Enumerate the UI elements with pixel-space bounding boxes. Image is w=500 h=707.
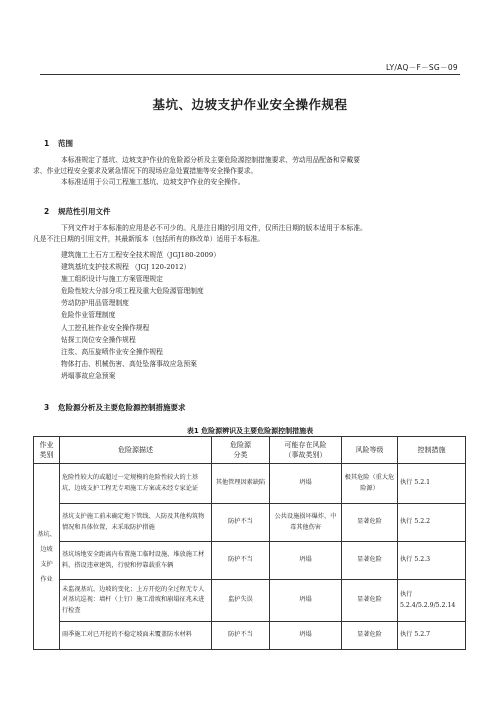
scope-text-line: 求、作业过程安全要求及紧急情况下的现场应急处置措施等安全操作要求。: [33, 167, 258, 175]
reference-item: 坍塌事故应急预案: [61, 371, 116, 380]
category-cell: [34, 464, 60, 650]
section-number: 1: [44, 139, 50, 148]
table-row: [34, 580, 466, 622]
reference-item: 施工组织设计与施工方案管理规定: [61, 275, 163, 284]
header-hazard-type: [212, 437, 270, 464]
table-header-row: [34, 437, 466, 464]
measure-cell: 执行 5.2.4/5.2.9/5.2.14: [398, 580, 466, 622]
header-risk: [270, 437, 342, 464]
description-cell: 基坑场地安全距离内布置施工临时设施、堆放施工材料，搭设违章建筑，行驶和停靠载重车辆: [60, 542, 212, 580]
risk-cell: 公共设施损坏爆炸、中毒其他伤害: [270, 504, 342, 542]
reference-item: 人工挖孔桩作业安全操作规程: [61, 323, 150, 332]
scope-text-line: 本标准规定了基坑、边坡支护作业的危险源分析及主要危险源控制措施要求、劳动用品配备和穿戴要: [61, 156, 361, 164]
section-title: 规范性引用文件: [58, 207, 111, 216]
hazard-type-cell: 防护不当: [212, 542, 270, 580]
description-cell: 危险性较大的或超过一定规模的危险性较大的土基坑、边坡支护工程无专项施工方案或未经专家论证: [60, 464, 212, 504]
header-text: 作业: [39, 440, 54, 449]
category-text: 基坑、: [37, 530, 56, 538]
scope-text-line: 本标准适用于公司工程施工基坑、边坡支护作业的安全操作。: [61, 178, 245, 186]
level-cell: 显著危险: [342, 504, 398, 542]
hazard-table: [33, 436, 466, 650]
risk-cell: 坍塌: [270, 542, 342, 580]
hazard-type-cell: 其他管理因素缺陷: [212, 464, 270, 504]
references-text-line: 下列文件对于本标准的应用是必不可少的。凡是注日期的引用文件，仅所注日期的版本适用于本标准。: [61, 224, 367, 232]
header-level: 风险等级: [342, 437, 398, 464]
section-2-heading: [44, 206, 111, 217]
measure-cell: 执行 5.2.3: [398, 542, 466, 580]
header-measure: 控制措施: [398, 437, 466, 464]
header-text: 危险源: [230, 440, 251, 449]
table-caption: 表1 危险源辨识及主要危险源控制措施表: [186, 427, 314, 435]
description-cell: 雨季施工对已开挖的不稳定坡面未覆盖防水材料: [60, 622, 212, 650]
reference-item: 危险性较大分部分项工程及重大危险源管理制度: [61, 287, 204, 296]
category-text: 边坡: [40, 545, 53, 553]
level-cell: 显著危险: [342, 580, 398, 622]
level-cell: 显著危险: [342, 542, 398, 580]
category-text: 支护: [40, 560, 53, 568]
risk-cell: 坍塌: [270, 580, 342, 622]
hazard-type-cell: 防护不当: [212, 622, 270, 650]
section-1-heading: [44, 138, 73, 149]
reference-item: 危险作业管理制度: [61, 311, 116, 320]
reference-item: 劳动防护用品管理制度: [61, 299, 129, 308]
section-title: 危险源分析及主要危险源控制措施要求: [58, 403, 186, 412]
reference-item: 建筑基坑支护技术规程 （JGJ 120-2012）: [61, 263, 191, 272]
section-3-heading: [44, 402, 186, 413]
description-cell: 未监视基坑、边坡的变化；上方开挖的全过程无专人对基坑巡视：墙杆（土钉）施工滑坡和崩塌征兆未进行检查: [60, 580, 212, 622]
table-row: [34, 504, 466, 542]
reference-item: 建筑施工土石方工程安全技术规范（JGJ180-2009）: [61, 251, 220, 259]
references-text-line: 凡是不注日期的引用文件，其最新版本（包括所有的修改单）适用于本标准。: [33, 235, 265, 243]
measure-cell: 执行 5.2.7: [398, 622, 466, 650]
section-title: 范围: [58, 139, 73, 148]
table-row: [34, 464, 466, 504]
reference-item: 钻探工岗位安全操作规程: [61, 335, 136, 344]
header-text: 类别: [39, 451, 54, 459]
hazard-type-cell: 监护失误: [212, 580, 270, 622]
table-row: [34, 542, 466, 580]
reference-item: 物体打击、机械伤害、高处坠落事故应急预案: [61, 359, 197, 368]
section-number: 2: [44, 207, 50, 216]
level-cell: 显著危险: [342, 622, 398, 650]
header-divider: [40, 74, 460, 75]
risk-cell: 坍塌: [270, 464, 342, 504]
reference-item: 注浆、高压旋喷作业安全操作规程: [61, 347, 163, 356]
document-code: LY/AQ－F－SG－09: [385, 63, 458, 72]
references-intro: [33, 223, 463, 245]
section-number: 3: [44, 403, 50, 412]
category-text: 作业: [40, 575, 53, 583]
description-cell: 基坑支护施工前未确定地下管线、人防及其他构筑物情况和具体位置，未采取防护措施: [60, 504, 212, 542]
table-row: [34, 622, 466, 650]
risk-cell: 坍塌: [270, 622, 342, 650]
header-text: 可能存在风险: [284, 440, 327, 449]
header-category: [34, 437, 60, 464]
measure-cell: 执行 5.2.1: [398, 464, 466, 504]
hazard-type-cell: 防护不当: [212, 504, 270, 542]
measure-cell: 执行 5.2.2: [398, 504, 466, 542]
level-cell: 极其危险（重大危险源）: [342, 464, 398, 504]
page-title: 基坑、边坡支护作业安全操作规程: [152, 97, 348, 112]
header-text: （事故类别）: [284, 451, 327, 459]
reference-list: [61, 249, 220, 382]
scope-paragraph: [33, 155, 463, 188]
header-description: 危险源描述: [60, 437, 212, 464]
header-text: 分类: [233, 451, 248, 459]
